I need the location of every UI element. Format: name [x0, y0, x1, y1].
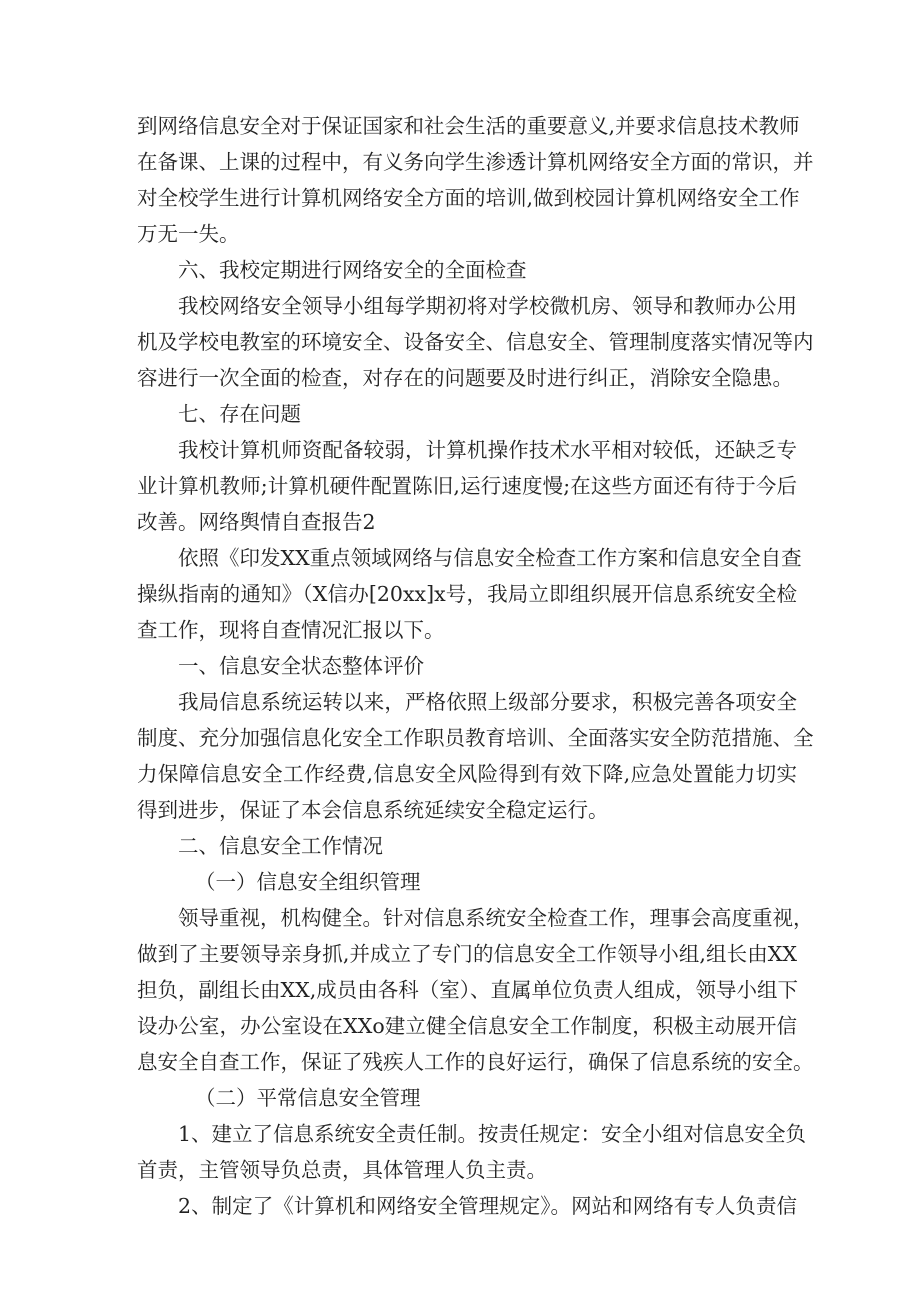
- paragraph-line: 息安全自查工作，保证了残疾人工作的良好运行，确保了信息系统的安全。: [137, 1050, 814, 1074]
- paragraph-line: 依照《印发XX重点领域网络与信息安全检查工作方案和信息安全自查: [178, 546, 802, 570]
- paragraph-line: 查工作，现将自查情况汇报以下。: [137, 618, 445, 642]
- paragraph-line: 1、建立了信息系统安全责任制。按责任规定：安全小组对信息安全负: [178, 1122, 807, 1146]
- paragraph-line: 2、制定了《计算机和网络安全管理规定》。网站和网络有专人负责信: [178, 1194, 797, 1218]
- paragraph-line: 力保障信息安全工作经费,信息安全风险得到有效下降,应急处置能力切实: [137, 762, 797, 786]
- paragraph-line: 改善。网络舆情自查报告2: [137, 510, 376, 534]
- paragraph-line: 业计算机教师;计算机硬件配置陈旧,运行速度慢;在这些方面还有待于今后: [137, 474, 797, 498]
- section-heading: 六、我校定期进行网络安全的全面检查: [178, 258, 527, 282]
- paragraph-line: 设办公室，办公室设在XXo建立健全信息安全工作制度，积极主动展开信: [137, 1014, 797, 1038]
- section-heading: 二、信息安全工作情况: [178, 834, 383, 858]
- paragraph-line: 我校计算机师资配备较弱，计算机操作技术水平相对较低，还缺乏专: [178, 438, 797, 462]
- subsection-heading: （一）信息安全组织管理: [195, 870, 421, 894]
- subsection-heading: （二）平常信息安全管理: [195, 1086, 421, 1110]
- paragraph-line: 我校网络安全领导小组每学期初将对学校微机房、领导和教师办公用: [178, 294, 797, 318]
- section-heading: 一、信息安全状态整体评价: [178, 654, 424, 678]
- paragraph-line: 在备课、上课的过程中，有义务向学生渗透计算机网络安全方面的常识，并: [137, 150, 814, 174]
- paragraph-line: 万无一失。: [137, 222, 240, 246]
- paragraph-line: 制度、充分加强信息化安全工作职员教育培训、全面落实安全防范措施、全: [137, 726, 814, 750]
- paragraph-line: 对全校学生进行计算机网络安全方面的培训,做到校园计算机网络安全工作: [137, 186, 800, 210]
- paragraph-line: 首责，主管领导负总责，具体管理人负主责。: [137, 1158, 547, 1182]
- paragraph-line: 到网络信息安全对于保证国家和社会生活的重要意义,并要求信息技术教师: [137, 114, 800, 138]
- paragraph-line: 机及学校电教室的环境安全、设备安全、信息安全、管理制度落实情况等内: [137, 330, 814, 354]
- document-body: [137, 110, 814, 1222]
- paragraph-line: 操纵指南的通知》（X信办[20xx]x号，我局立即组织展开信息系统安全检: [137, 582, 797, 606]
- paragraph-line: 做到了主要领导亲身抓,并成立了专门的信息安全工作领导小组,组长由XX: [137, 942, 797, 966]
- paragraph-line: 我局信息系统运转以来，严格依照上级部分要求，积极完善各项安全: [178, 690, 797, 714]
- paragraph-line: 容进行一次全面的检查，对存在的问题要及时进行纠正，消除安全隐患。: [137, 366, 793, 390]
- paragraph-line: 领导重视，机构健全。针对信息系统安全检查工作，理事会高度重视，: [178, 906, 814, 930]
- paragraph-line: 担负，副组长由XX,成员由各科（室）、直属单位负责人组成，领导小组下: [137, 978, 798, 1002]
- paragraph-line: 得到进步，保证了本会信息系统延续安全稳定运行。: [137, 798, 609, 822]
- section-heading: 七、存在问题: [178, 402, 301, 426]
